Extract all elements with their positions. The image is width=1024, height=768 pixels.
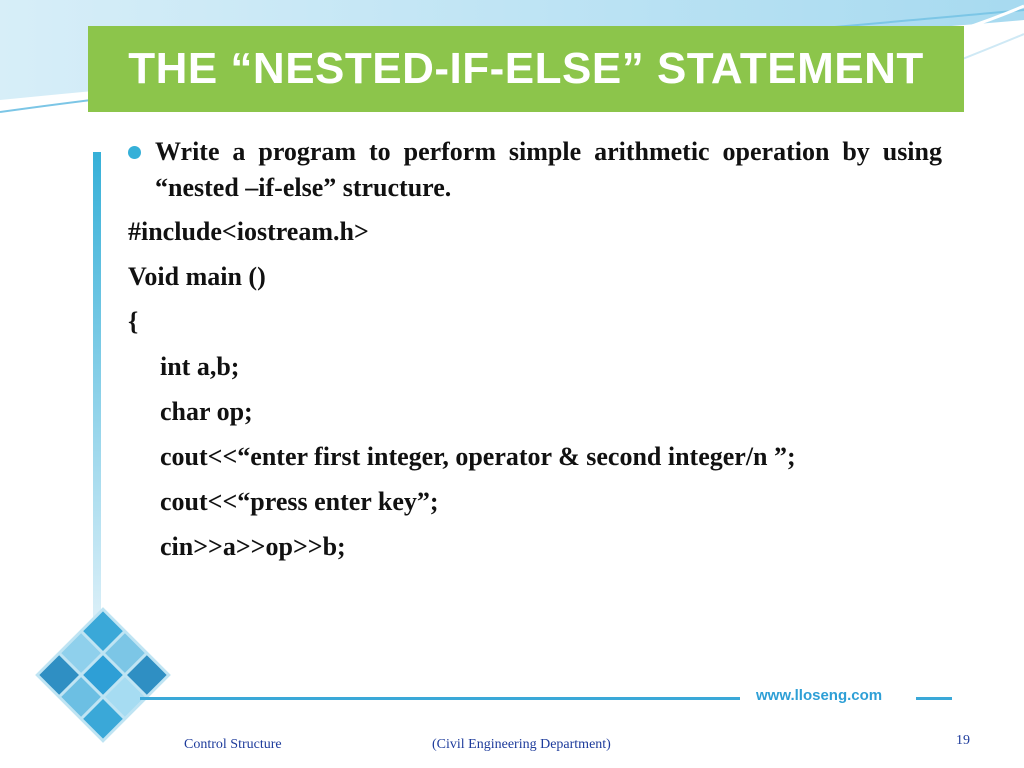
bullet-dot-icon bbox=[128, 146, 141, 159]
code-line: char op; bbox=[160, 397, 253, 426]
code-line: int a,b; bbox=[160, 352, 240, 381]
footer-left-text: Control Structure bbox=[184, 737, 282, 752]
footer-center-text: (Civil Engineering Department) bbox=[432, 737, 611, 752]
tile-logo-icon bbox=[28, 600, 178, 750]
code-line: cout<<“press enter key”; bbox=[160, 487, 439, 516]
bullet-item bbox=[128, 134, 942, 206]
title-bar bbox=[88, 26, 964, 112]
code-line: #include<iostream.h> bbox=[128, 217, 369, 246]
code-line: cin>>a>>op>>b; bbox=[160, 532, 346, 561]
slide-title: THE “NESTED-IF-ELSE” STATEMENT bbox=[128, 44, 924, 93]
slide-content bbox=[128, 134, 942, 565]
code-line: cout<<“enter first integer, operator & second integer/n ”; bbox=[160, 442, 796, 471]
code-line: { bbox=[128, 307, 139, 336]
bullet-text: Write a program to perform simple arithmetic operation by using “nested –if-else” structure. bbox=[155, 137, 942, 202]
page-number: 19 bbox=[956, 733, 970, 748]
code-line: Void main () bbox=[128, 262, 266, 291]
website-url: www.lloseng.com bbox=[752, 687, 886, 704]
left-accent-rule bbox=[93, 152, 101, 632]
website-bar bbox=[140, 687, 952, 706]
